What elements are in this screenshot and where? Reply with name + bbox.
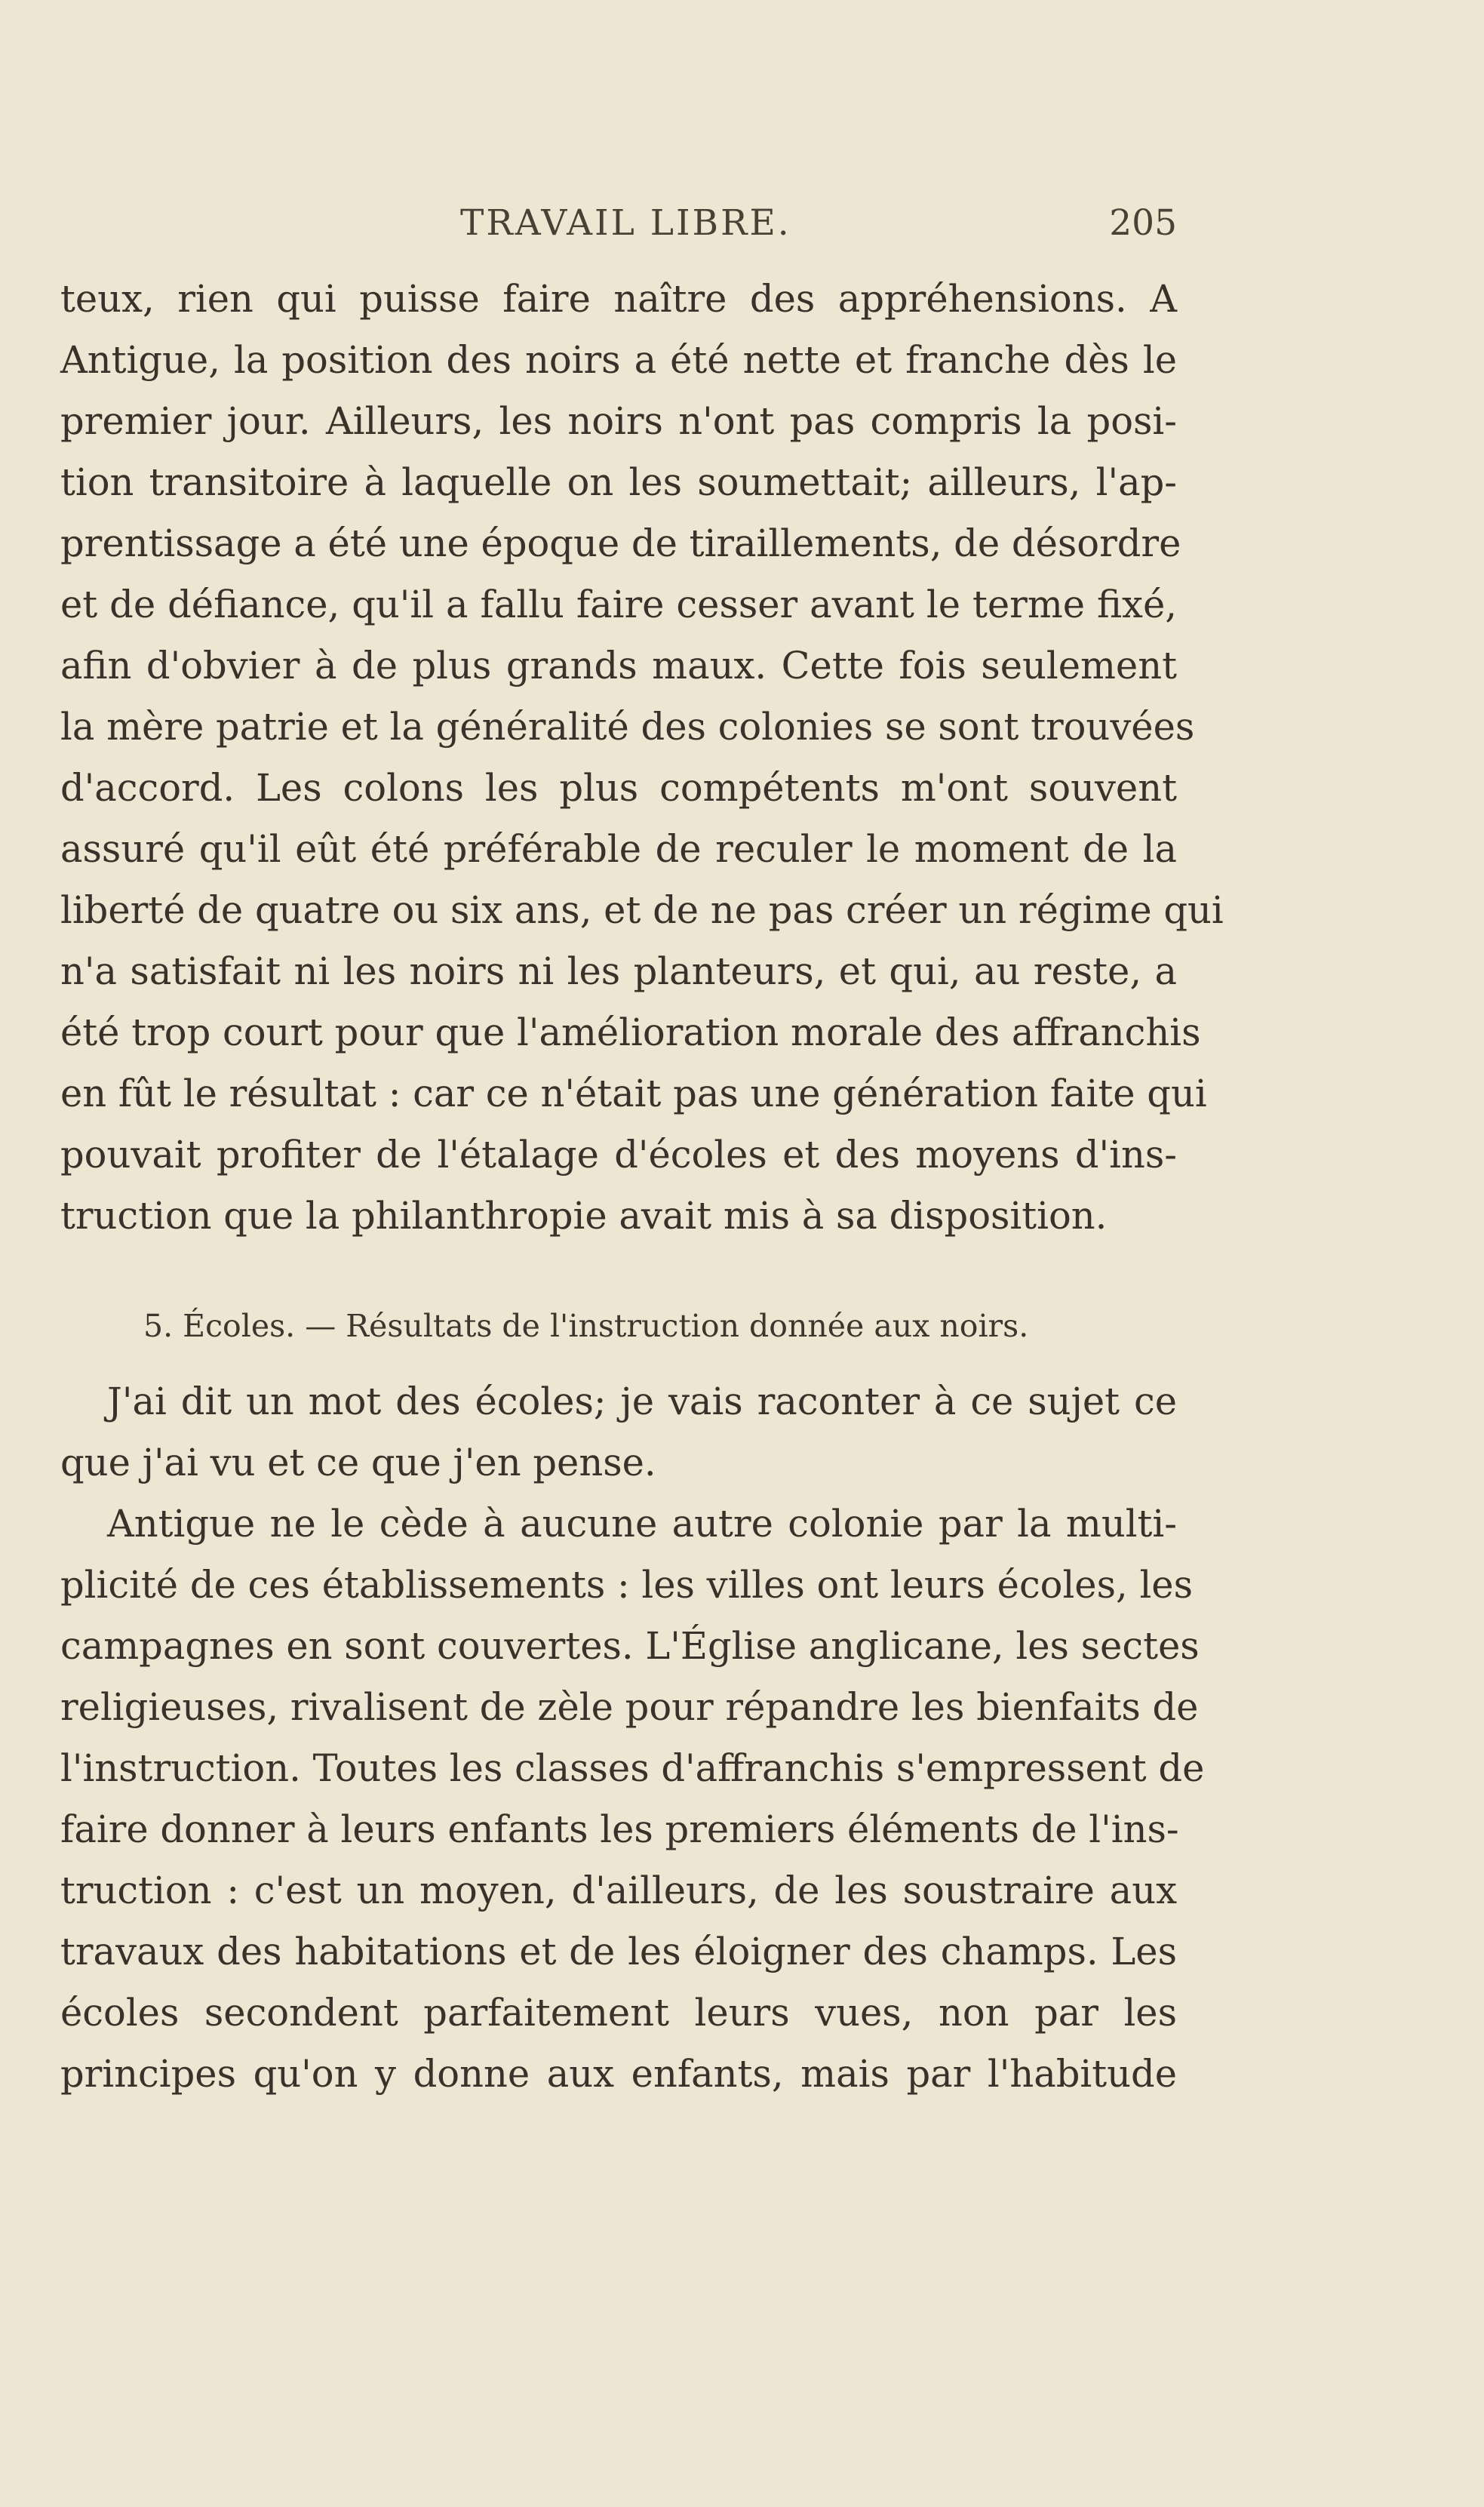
text-line: n'a satisfait ni les noirs ni les planteurs, et qui, au reste, a — [60, 949, 1177, 993]
text-line: Antigue ne le cède à aucune autre colonie par la multi- — [107, 1502, 1177, 1546]
text-line: la mère patrie et la généralité des colonies se sont trouvées — [60, 705, 1195, 749]
running-title: TRAVAIL LIBRE. — [460, 202, 791, 244]
text-line: faire donner à leurs enfants les premiers éléments de l'ins- — [60, 1807, 1179, 1851]
text-line: teux, rien qui puisse faire naître des appréhensions. A — [60, 277, 1177, 321]
text-line: campagnes en sont couvertes. L'Église anglicane, les sectes — [60, 1624, 1200, 1668]
page-header — [60, 202, 1177, 255]
text-line: en fût le résultat : car ce n'était pas une génération faite qui — [60, 1072, 1207, 1115]
text-line: assuré qu'il eût été préférable de reculer le moment de la — [60, 827, 1177, 871]
text-line: l'instruction. Toutes les classes d'affranchis s'empressent de — [60, 1746, 1205, 1790]
text-line: et de défiance, qu'il a fallu faire cesser avant le terme fixé, — [60, 583, 1177, 626]
text-line: été trop court pour que l'amélioration morale des affranchis — [60, 1010, 1201, 1054]
page-number: 205 — [1109, 202, 1177, 244]
text-line: pouvait profiter de l'étalage d'écoles et des moyens d'ins- — [60, 1133, 1177, 1177]
text-line: prentissage a été une époque de tiraillements, de désordre — [60, 521, 1181, 565]
text-line: J'ai dit un mot des écoles; je vais raconter à ce sujet ce — [107, 1380, 1177, 1423]
text-line: travaux des habitations et de les éloigner des champs. Les — [60, 1930, 1177, 1973]
text-line: principes qu'on y donne aux enfants, mais par l'habitude — [60, 2052, 1177, 2096]
text-line: que j'ai vu et ce que j'en pense. — [60, 1441, 656, 1484]
text-line: premier jour. Ailleurs, les noirs n'ont pas compris la posi- — [60, 399, 1177, 443]
text-line: tion transitoire à laquelle on les soumettait; ailleurs, l'ap- — [60, 460, 1177, 504]
text-line: écoles secondent parfaitement leurs vues, non par les — [60, 1991, 1177, 2035]
body-text-upper — [60, 269, 1224, 1247]
section-heading: 5. Écoles. — Résultats de l'instruction donnée aux noirs. — [143, 1308, 1029, 1344]
text-line: truction que la philanthropie avait mis à sa disposition. — [60, 1194, 1108, 1238]
text-line: truction : c'est un moyen, d'ailleurs, de les soustraire aux — [60, 1869, 1177, 1912]
text-line: d'accord. Les colons les plus compétents m'ont souvent — [60, 766, 1177, 810]
text-line: religieuses, rivalisent de zèle pour répandre les bienfaits de — [60, 1685, 1199, 1729]
body-text-lower — [60, 1371, 1205, 2105]
text-line: plicité de ces établissements : les villes ont leurs écoles, les — [60, 1563, 1194, 1607]
text-line: afin d'obvier à de plus grands maux. Cette fois seulement — [60, 644, 1177, 688]
text-line: liberté de quatre ou six ans, et de ne pas créer un régime qui — [60, 888, 1224, 932]
text-line: Antigue, la position des noirs a été nette et franche dès le — [60, 338, 1177, 382]
